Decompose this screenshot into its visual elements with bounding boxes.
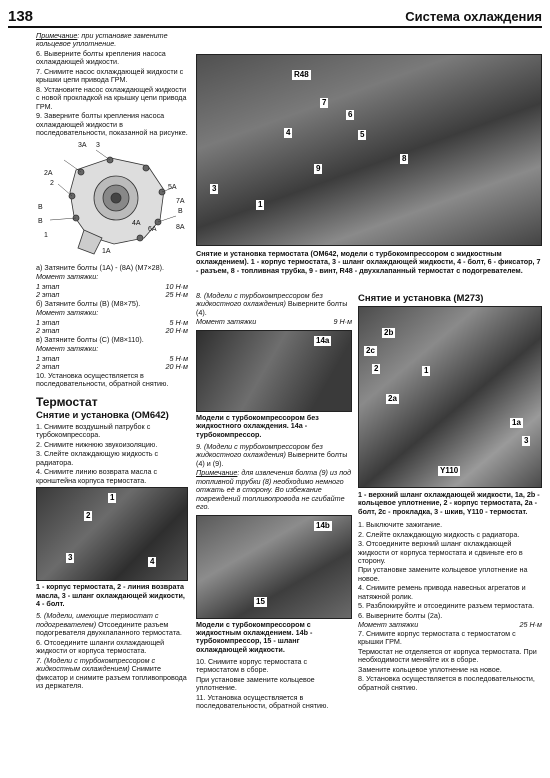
pump-label: 1A	[102, 247, 111, 255]
step: 1. Снимите воздушный патрубок с турбокомпрессора.	[36, 421, 151, 440]
photo-label: R48	[294, 70, 309, 79]
torque-label: Момент затяжки:	[36, 308, 99, 318]
pump-label: B	[178, 207, 183, 215]
column-right	[358, 292, 542, 693]
stage-label: 1 этап	[36, 281, 60, 291]
step: 7. Снимите корпус термостата с термостатом с крышки ГРМ.	[358, 628, 516, 647]
page-number: 138	[8, 8, 34, 25]
subsection-title: Снятие и установка (М273)	[358, 293, 484, 304]
m273-photo	[358, 306, 542, 488]
pump-label: 2A	[44, 169, 53, 177]
torque-step-a: а) Затяните болты (1А) - (8А) (М7×28).	[36, 262, 165, 272]
pump-label: 5A	[168, 183, 177, 191]
step: 8. Установка осуществляется в последовательности, обратной снятию.	[358, 674, 535, 692]
pump-label: 3A	[78, 141, 87, 149]
photo-bg	[196, 54, 542, 246]
torque-label: Момент затяжки	[358, 620, 419, 630]
page-header	[8, 6, 542, 28]
engine-photo-top	[196, 54, 542, 246]
step: 11. Установка осуществляется в последовательности, обратной снятию.	[196, 692, 329, 711]
photo-label: 3	[212, 184, 217, 193]
photo-label: 2b	[384, 328, 394, 338]
page-title: Система охлаждения	[405, 9, 542, 24]
stage-label: 2 этап	[36, 362, 60, 372]
stage-value: 20 Н·м	[165, 362, 188, 372]
step: 10. Снимите корпус термостата с термостатом в сборе.	[196, 656, 308, 675]
photo-label: 7	[322, 98, 327, 107]
step: 9. Заверните болты крепления насоса охлаждающей жидкости в последовательности, показанной на рисунке.	[36, 111, 188, 138]
step-condition: 8. (Модели с турбокомпрессором без жидкостного охлаждения)	[196, 291, 323, 309]
stage-value: 10 Н·м	[165, 281, 188, 291]
stage-label: 2 этап	[36, 290, 60, 300]
torque-value: 25 Н·м	[519, 620, 542, 630]
stage-label: 2 этап	[36, 326, 60, 336]
photo-caption: 1 - верхний шланг охлаждающей жидкости, 1а, 2b - кольцевое уплотнение, 2 - корпус термостата, 2а - болт, 2с - прокладка, 3 - шкив, Y110 - термостат.	[358, 490, 540, 516]
install-note: При установке замените кольцевое уплотнение.	[196, 674, 315, 693]
stage-value: 5 Н·м	[169, 317, 188, 327]
step: 8. Установите насос охлаждающей жидкости с новой прокладкой на крышку цепи привода ГРМ.	[36, 84, 187, 111]
note-text: : для извлечения болта (9) из под топливной трубки (8) необходимо немного отжать её в сторону. Во избежание повреждений топливопровода не сгибайте его.	[196, 468, 352, 512]
torque-label: Момент затяжки	[196, 317, 257, 327]
stage-label: 1 этап	[36, 317, 60, 327]
note-ring: Примечание: при установке замените кольцевое уплотнение.	[36, 31, 168, 49]
photo-label: 2a	[388, 394, 397, 404]
column-left	[36, 32, 188, 692]
note-bolt	[196, 469, 352, 511]
step: 2. Слейте охлаждающую жидкость с радиатора.	[358, 529, 520, 539]
stage-value: 5 Н·м	[169, 353, 188, 363]
top-photo-caption: Снятие и установка термостата (ОМ642, модели с турбокомпрессором с жидкостным охлаждением). 1 - корпус термостата, 3 - шланг охлаждающей жидкости, 4 - болт, 6 - фиксатор, 7 - разъем, 8 - топливная трубка, 9 - винт, R48 - двухклапанный термостат с подогревателем.	[196, 249, 541, 275]
photo-caption: Модели с турбокомпрессором без жидкостного охлаждения. 14а - турбокомпрессор.	[196, 412, 319, 439]
photo-caption: 1 - корпус термостата, 2 - линия возврата масла, 3 - шланг охлаждающей жидкости, 4 - болт.	[36, 582, 185, 608]
stage-label: 1 этап	[36, 353, 60, 363]
photo-label: 6	[348, 110, 353, 119]
photo-label: 1a	[512, 418, 521, 428]
photo-caption: Модели с турбокомпрессором с жидкостным охлаждением. 14b - турбокомпрессор, 15 - шланг охлаждающей жидкости.	[196, 619, 313, 654]
subsection-title: Снятие и установка (ОМ642)	[36, 409, 169, 421]
step: 4. Снимите линию возврата масла с кронштейна корпуса термостата.	[36, 467, 158, 485]
step-text: Выверните болты (4) и (9).	[196, 450, 348, 468]
photo-label: 2	[86, 511, 91, 521]
photo-label: 14a	[316, 335, 330, 345]
column-middle	[196, 292, 352, 712]
pump-label: B	[38, 203, 43, 211]
photo-label: 1	[110, 493, 115, 503]
step: 10. Установка осуществляется в последовательности, обратной снятию.	[36, 370, 169, 389]
step-condition: 7. (Модели с турбокомпрессором с жидкостным охлаждением)	[36, 655, 156, 674]
step: 1. Выключите зажигание.	[358, 520, 443, 530]
stage-value: 20 Н·м	[165, 326, 188, 336]
photo-label: 2	[374, 364, 379, 374]
pump-diagram	[36, 140, 188, 260]
note-text: при установке замените кольцевое уплотнение.	[36, 31, 168, 49]
torque-value: 9 Н·м	[333, 317, 352, 327]
pump-label: 2	[50, 179, 54, 187]
step-condition: 5. (Модели, имеющие термостат с подогревателем)	[36, 611, 159, 629]
torque-step-b: б) Затяните болты (В) (М8×75).	[36, 298, 141, 308]
step: 2. Снимите нижнюю звукоизоляцию.	[36, 439, 158, 449]
photo-label: 9	[316, 164, 321, 173]
torque-label: Момент затяжки:	[36, 344, 99, 354]
step-text: Отсоедините разъем подогревателя двухклапанного термостата.	[36, 619, 182, 638]
step	[36, 657, 188, 691]
photo-label: 5	[360, 130, 365, 139]
photo-label: 1	[258, 200, 263, 209]
torque-step-c: в) Затяните болты (С) (М8×110).	[36, 334, 144, 344]
step: При установке замените кольцевое уплотнение на новое.	[358, 565, 528, 583]
photo-label: 2c	[366, 346, 375, 356]
photo-label: 8	[402, 154, 407, 163]
photo-label: 15	[256, 596, 265, 606]
pump-label: 8A	[176, 223, 185, 231]
pump-drawing	[36, 140, 188, 260]
step-text: Снимите фиксатор и снимите разъем топливопровода из держателя.	[36, 664, 187, 691]
step-condition: 9. (Модели с турбокомпрессором без жидкостного охлаждения)	[196, 441, 323, 460]
step: 3. Отсоедините верхний шланг охлаждающей жидкости от корпуса термостата и сдвиньте его в сторону.	[358, 539, 523, 565]
step: 3. Слейте охлаждающую жидкость с радиатора.	[36, 449, 159, 467]
note-label: Примечание	[36, 31, 78, 40]
thermostat-photo	[36, 487, 188, 581]
pump-label: 6A	[148, 225, 157, 233]
stage-value: 25 Н·м	[165, 290, 188, 300]
step	[36, 612, 188, 637]
pump-label: B	[38, 217, 43, 225]
turbo-photo-liquid	[196, 515, 352, 619]
pump-label: 7A	[176, 197, 185, 205]
step: 6. Отсоедините шланги охлаждающей жидкости от корпуса термостата.	[36, 637, 165, 656]
torque-row	[196, 318, 352, 326]
step: 7. Снимите насос охлаждающей жидкости с крышки цепи привода ГРМ.	[36, 66, 184, 85]
step: Замените кольцевое уплотнение на новое.	[358, 664, 502, 674]
step: 4. Снимите ремень привода навесных агрегатов и натяжной ролик.	[358, 583, 526, 601]
section-title: Термостат	[36, 394, 98, 409]
photo-label: 4	[150, 557, 155, 567]
photo-label: 3	[68, 553, 73, 563]
step: 5. Разблокируйте и отсоедините разъем термостата.	[358, 601, 535, 611]
note-label: Примечание	[196, 468, 238, 478]
photo-label: 3	[524, 436, 529, 446]
photo-label: Y110	[440, 466, 459, 476]
step: 6. Выверните болты крепления насоса охлаждающей жидкости.	[36, 48, 166, 67]
pump-label: 4A	[132, 219, 141, 227]
photo-label: 4	[286, 128, 291, 137]
step: 6. Выверните болты (2а).	[358, 610, 443, 620]
photo-label: 14b	[316, 520, 330, 530]
turbo-photo	[196, 330, 352, 412]
step-text: Выверните болты (4).	[196, 299, 348, 317]
step: Термостат не отделяется от корпуса термостата. При необходимости меняйте их в сборе.	[358, 646, 537, 665]
pump-label: 3	[96, 141, 100, 149]
photo-label: 1	[424, 366, 429, 376]
pump-label: 1	[44, 231, 48, 239]
step	[196, 292, 352, 317]
step	[196, 443, 352, 468]
torque-label: Момент затяжки:	[36, 272, 99, 282]
